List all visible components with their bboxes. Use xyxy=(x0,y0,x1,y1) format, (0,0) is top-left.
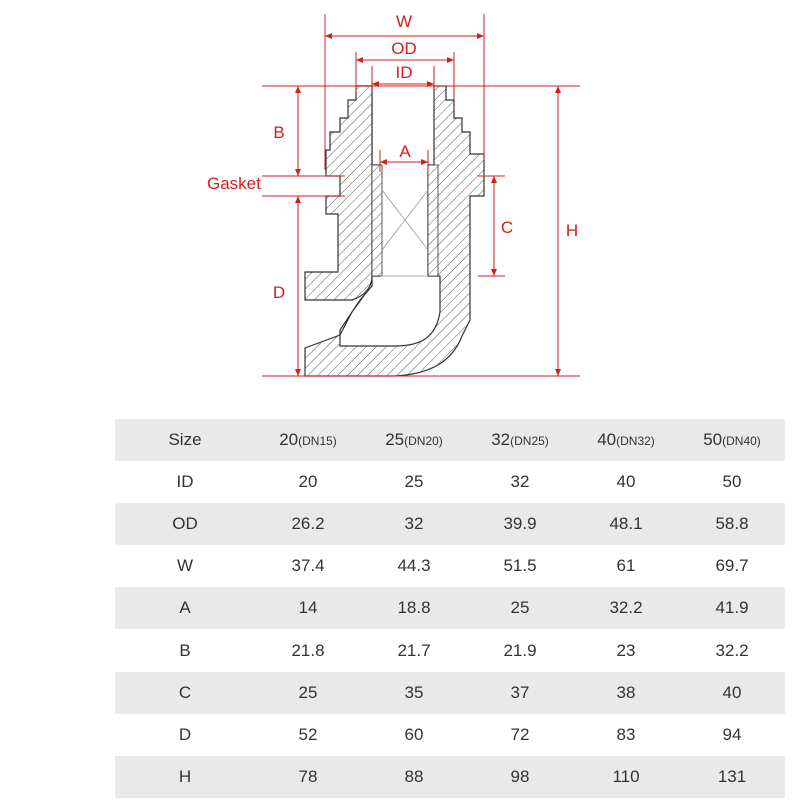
row-label: C xyxy=(115,672,255,714)
table-cell: 83 xyxy=(573,714,679,756)
table-cell: 25 xyxy=(255,672,361,714)
table-row xyxy=(115,461,785,503)
label-b: B xyxy=(273,123,285,142)
row-label: ID xyxy=(115,461,255,503)
table-cell: 110 xyxy=(573,756,679,798)
table-cell: 37.4 xyxy=(255,545,361,587)
table-row xyxy=(115,503,785,545)
table-cell: 25 xyxy=(467,587,573,629)
row-label: W xyxy=(115,545,255,587)
size-header: 32(DN25) xyxy=(467,419,573,461)
label-a: A xyxy=(399,142,411,161)
table-cell: 18.8 xyxy=(361,587,467,629)
size-header: 25(DN20) xyxy=(361,419,467,461)
dimension-table xyxy=(115,419,785,798)
table-cell: 44.3 xyxy=(361,545,467,587)
table-cell: 32.2 xyxy=(573,587,679,629)
table-cell: 39.9 xyxy=(467,503,573,545)
size-header: 20(DN15) xyxy=(255,419,361,461)
table-cell: 41.9 xyxy=(679,587,785,629)
table-cell: 20 xyxy=(255,461,361,503)
table-cell: 72 xyxy=(467,714,573,756)
left-wall xyxy=(305,86,484,376)
table-cell: 32.2 xyxy=(679,629,785,671)
table-cell: 26.2 xyxy=(255,503,361,545)
table-cell: 69.7 xyxy=(679,545,785,587)
row-label: A xyxy=(115,587,255,629)
size-header: 40(DN32) xyxy=(573,419,679,461)
label-gasket: Gasket xyxy=(207,174,261,193)
row-label: OD xyxy=(115,503,255,545)
table-cell: 21.8 xyxy=(255,629,361,671)
table-row xyxy=(115,587,785,629)
table-row xyxy=(115,629,785,671)
label-c: C xyxy=(500,218,514,237)
right-thread xyxy=(428,165,438,276)
table-cell: 52 xyxy=(255,714,361,756)
table-cell: 14 xyxy=(255,587,361,629)
table-row xyxy=(115,545,785,587)
table-cell: 60 xyxy=(361,714,467,756)
row-label: D xyxy=(115,714,255,756)
label-d: D xyxy=(272,283,286,302)
left-thread xyxy=(372,165,382,276)
row-label: B xyxy=(115,629,255,671)
table-cell: 40 xyxy=(573,461,679,503)
table-cell: 35 xyxy=(361,672,467,714)
label-w: W xyxy=(395,12,413,31)
table-cell: 98 xyxy=(467,756,573,798)
table-cell: 58.8 xyxy=(679,503,785,545)
table-cell: 48.1 xyxy=(573,503,679,545)
table-row xyxy=(115,672,785,714)
label-id: ID xyxy=(395,63,413,82)
table-cell: 78 xyxy=(255,756,361,798)
table-cell: 94 xyxy=(679,714,785,756)
table-row xyxy=(115,756,785,798)
table-row xyxy=(115,714,785,756)
table-cell: 32 xyxy=(467,461,573,503)
left-body xyxy=(305,86,372,300)
table-cell: 88 xyxy=(361,756,467,798)
table-cell: 40 xyxy=(679,672,785,714)
table-cell: 38 xyxy=(573,672,679,714)
table-cell: 21.9 xyxy=(467,629,573,671)
table-cell: 51.5 xyxy=(467,545,573,587)
row-label: H xyxy=(115,756,255,798)
table-cell: 21.7 xyxy=(361,629,467,671)
dimension-lines xyxy=(262,14,580,376)
table-cell: 50 xyxy=(679,461,785,503)
label-od: OD xyxy=(391,39,417,58)
table-cell: 37 xyxy=(467,672,573,714)
table-cell: 61 xyxy=(573,545,679,587)
table-cell: 23 xyxy=(573,629,679,671)
table-cell: 25 xyxy=(361,461,467,503)
table-cell: 32 xyxy=(361,503,467,545)
label-h: H xyxy=(565,221,579,240)
header-label: Size xyxy=(115,419,255,461)
fitting-cross-section xyxy=(305,86,484,376)
table-cell: 131 xyxy=(679,756,785,798)
table-header-row xyxy=(115,419,785,461)
size-header: 50(DN40) xyxy=(679,419,785,461)
